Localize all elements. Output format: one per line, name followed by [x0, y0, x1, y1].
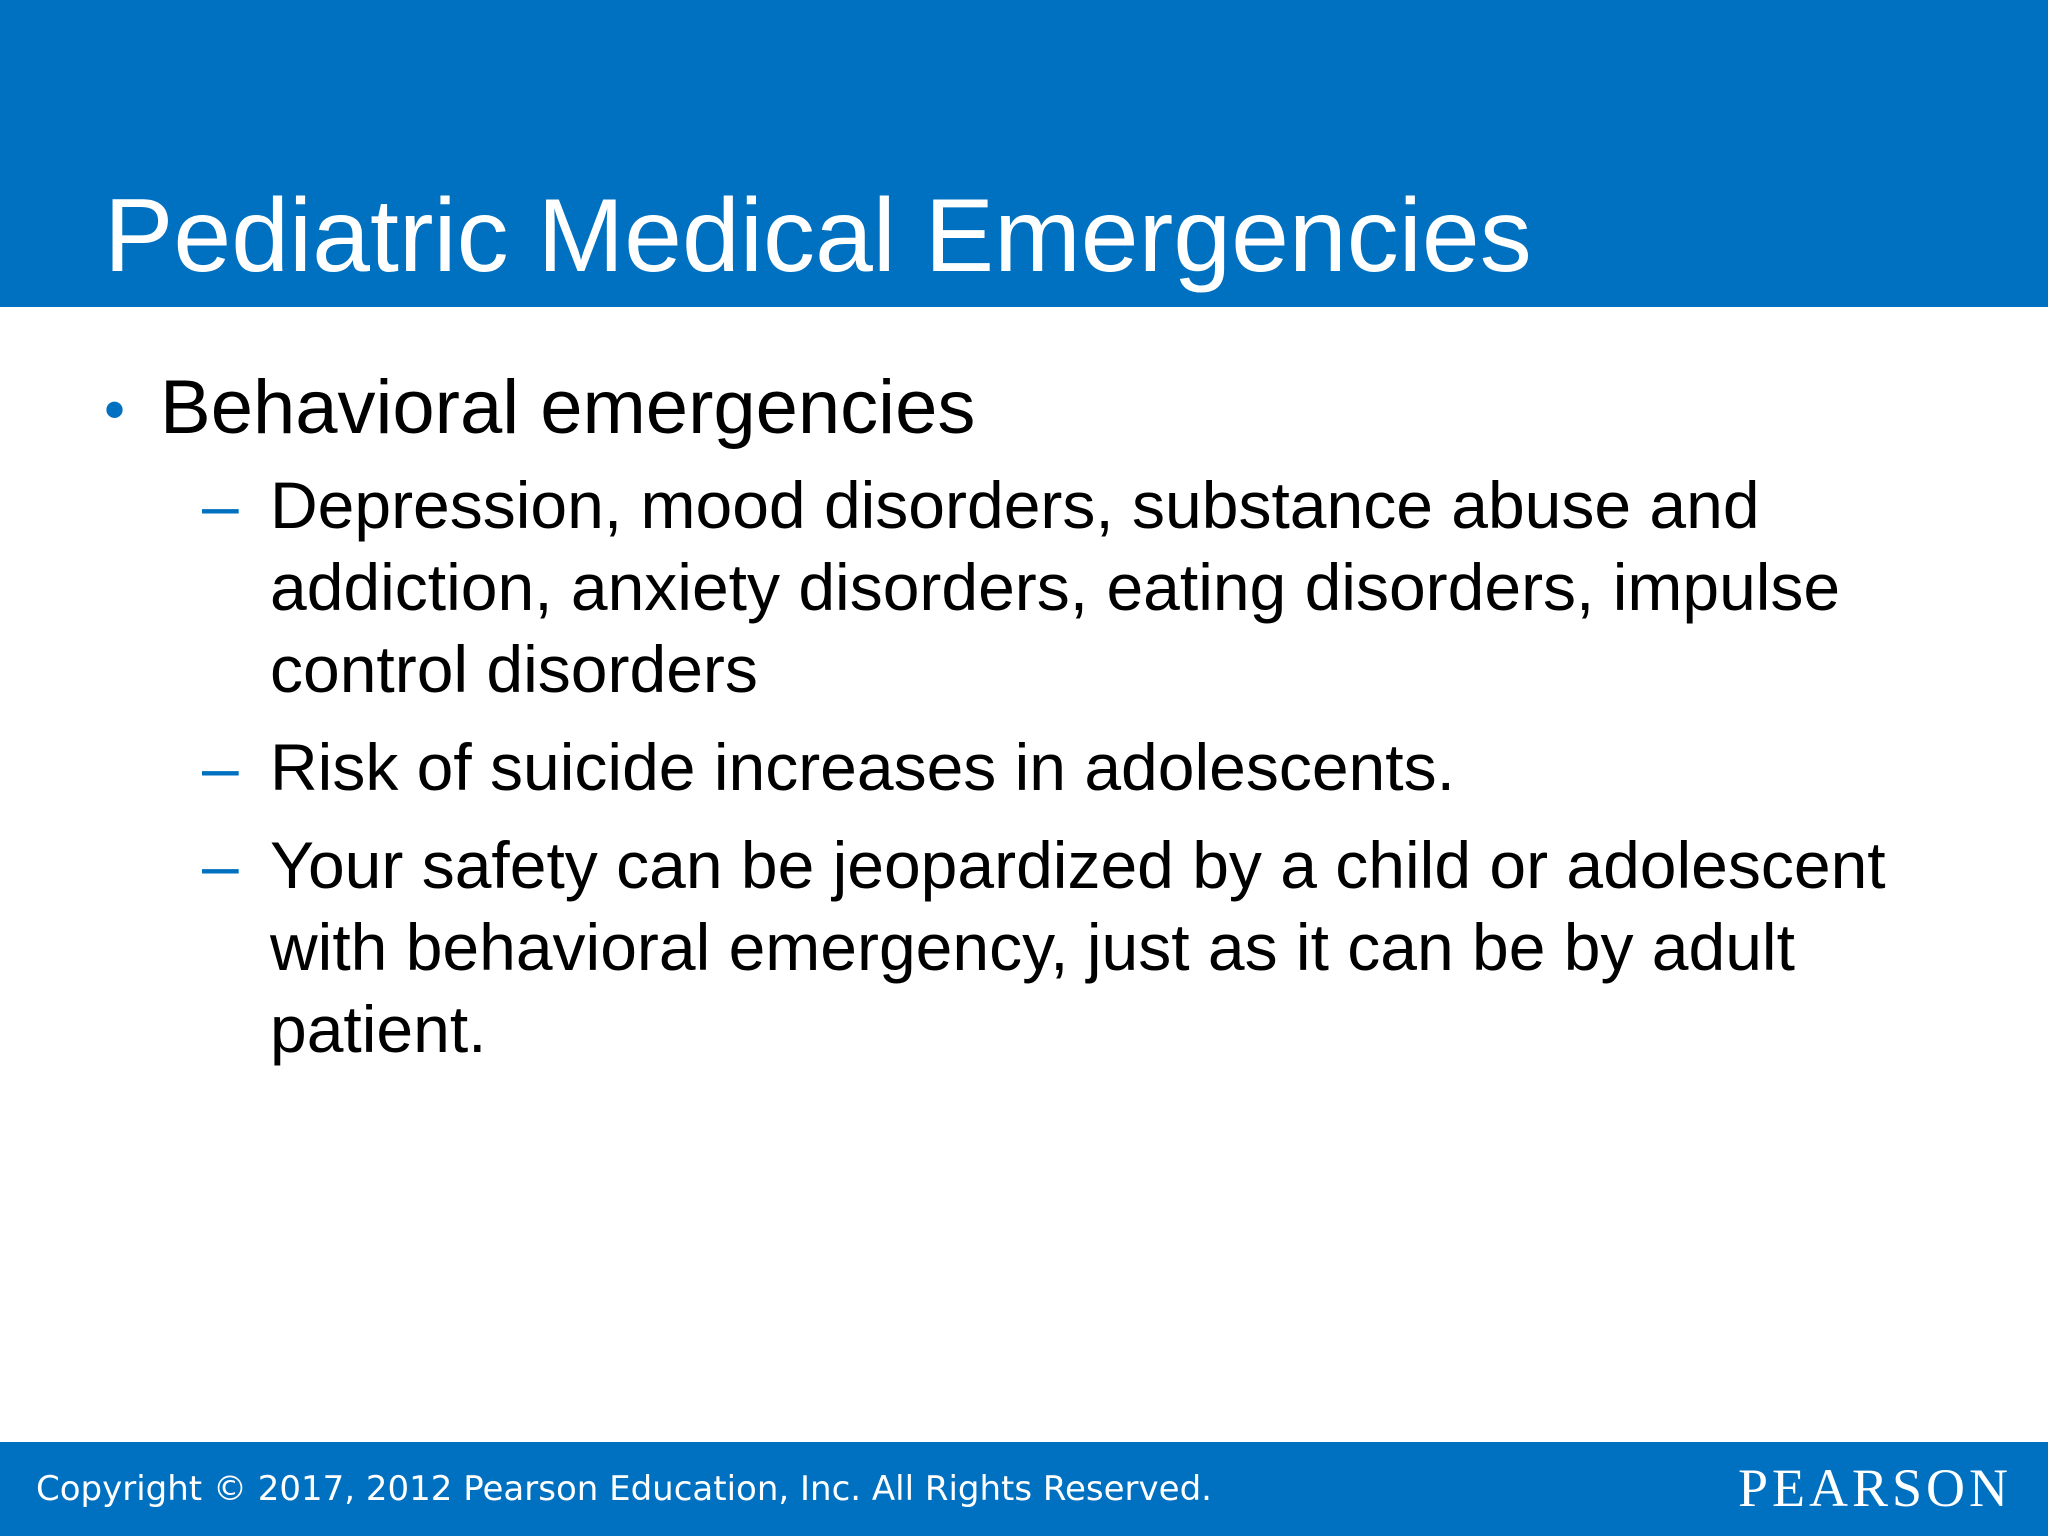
sub-bullet-marker: –: [202, 730, 239, 804]
footer-band: [0, 1442, 2048, 1536]
slide-content: [0, 360, 2048, 1086]
bullet-marker: •: [104, 376, 126, 443]
bullet-item: [0, 360, 2048, 464]
sub-bullet-item: [0, 726, 2048, 808]
sub-bullet-list: [0, 464, 2048, 1070]
bullet-text: Behavioral emergencies: [160, 365, 976, 450]
sub-bullet-text: Your safety can be jeopardized by a child or adolescent with behavioral emergency, just as it can be by adult patient.: [270, 828, 1886, 1066]
sub-bullet-item: [0, 464, 2048, 710]
header-band: [0, 0, 2048, 307]
sub-bullet-text: Depression, mood disorders, substance abuse and addiction, anxiety disorders, eating disorders, impulse control disorders: [270, 468, 1841, 706]
copyright-text: Copyright © 2017, 2012 Pearson Education, Inc. All Rights Reserved.: [36, 1469, 1212, 1509]
sub-bullet-text: Risk of suicide increases in adolescents.: [270, 730, 1455, 804]
sub-bullet-item: [0, 824, 2048, 1070]
pearson-logo: PEARSON: [1737, 1458, 2012, 1518]
sub-bullet-marker: –: [202, 468, 239, 542]
slide-title: Pediatric Medical Emergencies: [104, 178, 1532, 294]
sub-bullet-marker: –: [202, 828, 239, 902]
